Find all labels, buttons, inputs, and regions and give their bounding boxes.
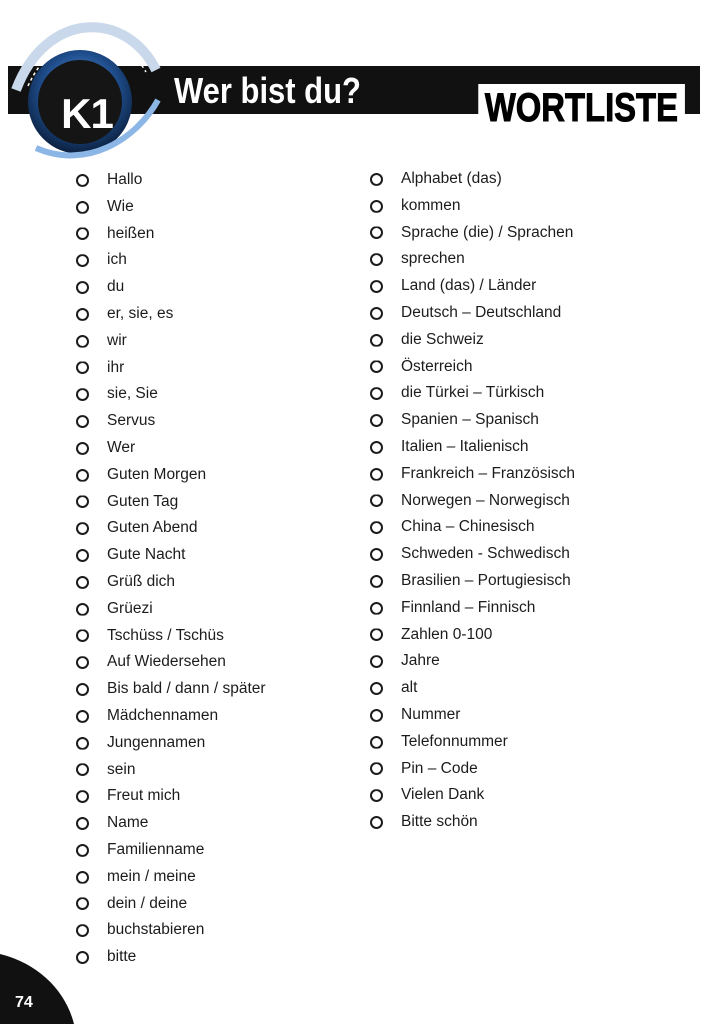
word-text: Bis bald / dann / später xyxy=(107,680,266,698)
word-text: sprechen xyxy=(401,250,465,268)
word-text: ich xyxy=(107,251,127,269)
checkbox-circle-icon xyxy=(76,603,89,616)
word-item xyxy=(370,809,575,836)
word-text: Land (das) / Länder xyxy=(401,277,537,295)
word-text: alt xyxy=(401,679,418,697)
word-text: sie, Sie xyxy=(107,385,158,403)
word-item xyxy=(370,488,575,515)
checkbox-circle-icon xyxy=(76,495,89,508)
checkbox-circle-icon xyxy=(76,415,89,428)
checkbox-circle-icon xyxy=(76,629,89,642)
word-item xyxy=(76,221,266,248)
checkbox-circle-icon xyxy=(370,280,383,293)
page-title: Wer bist du? xyxy=(174,70,361,111)
word-item xyxy=(370,514,575,541)
word-text: du xyxy=(107,278,125,296)
word-text: Jahre xyxy=(401,652,440,670)
word-item xyxy=(370,568,575,595)
word-item xyxy=(76,435,266,462)
word-item xyxy=(76,462,266,489)
checkbox-circle-icon xyxy=(370,682,383,695)
checkbox-circle-icon xyxy=(76,763,89,776)
checkbox-circle-icon xyxy=(76,683,89,696)
checkbox-circle-icon xyxy=(76,522,89,535)
word-item xyxy=(370,193,575,220)
checkbox-circle-icon xyxy=(370,334,383,347)
word-text: buchstabieren xyxy=(107,921,205,939)
checkbox-circle-icon xyxy=(370,468,383,481)
checkbox-circle-icon xyxy=(370,602,383,615)
checkbox-circle-icon xyxy=(76,817,89,830)
checkbox-circle-icon xyxy=(370,789,383,802)
checkbox-circle-icon xyxy=(370,253,383,266)
word-item xyxy=(76,676,266,703)
word-text: Wer xyxy=(107,438,136,456)
word-text: die Schweiz xyxy=(401,330,484,348)
checkbox-circle-icon xyxy=(76,335,89,348)
word-text: Schweden - Schwedisch xyxy=(401,545,570,563)
checkbox-circle-icon xyxy=(76,790,89,803)
word-text: Brasilien – Portugiesisch xyxy=(401,571,571,589)
word-item xyxy=(76,381,266,408)
checkbox-circle-icon xyxy=(76,442,89,455)
word-item xyxy=(76,569,266,596)
word-text: Grüß dich xyxy=(107,572,176,590)
word-text: Guten Morgen xyxy=(107,465,207,483)
word-item xyxy=(370,434,575,461)
checkbox-circle-icon xyxy=(76,254,89,267)
word-item xyxy=(76,301,266,328)
word-item xyxy=(370,648,575,675)
checkbox-circle-icon xyxy=(76,469,89,482)
word-item xyxy=(76,408,266,435)
checkbox-circle-icon xyxy=(370,441,383,454)
chapter-badge-label: K1 xyxy=(61,90,113,137)
word-text: sein xyxy=(107,760,136,778)
word-item xyxy=(76,730,266,757)
word-text: Familienname xyxy=(107,840,205,858)
word-item xyxy=(76,167,266,194)
word-item xyxy=(370,675,575,702)
word-text: dein / deine xyxy=(107,894,188,912)
checkbox-circle-icon xyxy=(370,521,383,534)
word-text: China – Chinesisch xyxy=(401,518,535,536)
checkbox-circle-icon xyxy=(76,737,89,750)
checkbox-circle-icon xyxy=(76,951,89,964)
word-item xyxy=(370,461,575,488)
checkbox-circle-icon xyxy=(76,227,89,240)
word-text: Grüezi xyxy=(107,599,153,617)
word-text: Italien – Italienisch xyxy=(401,437,529,455)
checkbox-circle-icon xyxy=(76,844,89,857)
word-item xyxy=(370,729,575,756)
checkbox-circle-icon xyxy=(370,173,383,186)
checkbox-circle-icon xyxy=(370,655,383,668)
word-text: ihr xyxy=(107,358,125,376)
word-item xyxy=(370,166,575,193)
word-item xyxy=(370,246,575,273)
word-text: Spanien – Spanisch xyxy=(401,411,539,429)
checkbox-circle-icon xyxy=(370,360,383,373)
word-item xyxy=(370,220,575,247)
checkbox-circle-icon xyxy=(370,548,383,561)
word-text: Name xyxy=(107,814,149,832)
section-label: WORTLISTE xyxy=(479,84,685,132)
checkbox-circle-icon xyxy=(370,387,383,400)
word-item xyxy=(370,354,575,381)
word-text: Tschüss / Tschüs xyxy=(107,626,224,644)
word-item xyxy=(76,489,266,516)
word-text: Vielen Dank xyxy=(401,786,485,804)
checkbox-circle-icon xyxy=(370,575,383,588)
checkbox-circle-icon xyxy=(370,307,383,320)
word-item xyxy=(76,194,266,221)
word-text: kommen xyxy=(401,196,461,214)
word-text: Nummer xyxy=(401,705,461,723)
word-item xyxy=(76,623,266,650)
checkbox-circle-icon xyxy=(76,174,89,187)
checkbox-circle-icon xyxy=(370,226,383,239)
word-text: Zahlen 0-100 xyxy=(401,625,493,643)
word-item xyxy=(370,702,575,729)
word-item xyxy=(370,407,575,434)
word-item xyxy=(76,515,266,542)
word-text: Gute Nacht xyxy=(107,546,186,564)
word-item xyxy=(76,917,266,944)
word-item xyxy=(76,837,266,864)
checkbox-circle-icon xyxy=(76,710,89,723)
word-text: Frankreich – Französisch xyxy=(401,464,576,482)
page-corner xyxy=(0,954,74,1024)
word-text: Hallo xyxy=(107,171,143,188)
checkbox-circle-icon xyxy=(76,549,89,562)
checkbox-circle-icon xyxy=(370,200,383,213)
chapter-badge xyxy=(6,20,176,170)
word-text: Sprache (die) / Sprachen xyxy=(401,223,574,241)
word-item xyxy=(76,355,266,382)
checkbox-circle-icon xyxy=(76,924,89,937)
word-item xyxy=(370,622,575,649)
checkbox-circle-icon xyxy=(370,628,383,641)
word-item xyxy=(370,380,575,407)
checkbox-circle-icon xyxy=(76,308,89,321)
word-item xyxy=(76,757,266,784)
checkbox-circle-icon xyxy=(370,816,383,829)
checkbox-circle-icon xyxy=(370,414,383,427)
checkbox-circle-icon xyxy=(370,736,383,749)
word-item xyxy=(370,756,575,783)
word-text: Alphabet (das) xyxy=(401,170,502,187)
checkbox-circle-icon xyxy=(76,576,89,589)
checkbox-circle-icon xyxy=(370,494,383,507)
word-text: Telefonnummer xyxy=(401,732,508,750)
word-text: Wie xyxy=(107,197,134,215)
word-text: wir xyxy=(107,331,127,349)
word-text: Bitte schön xyxy=(401,813,478,831)
checkbox-circle-icon xyxy=(76,281,89,294)
checkbox-circle-icon xyxy=(370,709,383,722)
word-item xyxy=(370,273,575,300)
word-text: Auf Wiedersehen xyxy=(107,653,226,671)
word-text: bitte xyxy=(107,948,137,966)
word-item xyxy=(76,649,266,676)
checkbox-circle-icon xyxy=(76,388,89,401)
word-item xyxy=(76,783,266,810)
word-list-left xyxy=(76,167,266,971)
word-item xyxy=(76,891,266,918)
word-item xyxy=(76,944,266,971)
word-text: Norwegen – Norwegisch xyxy=(401,491,570,509)
word-text: Finnland – Finnisch xyxy=(401,598,536,616)
word-item xyxy=(76,542,266,569)
word-text: Mädchennamen xyxy=(107,706,219,724)
word-item xyxy=(76,810,266,837)
word-item xyxy=(370,300,575,327)
checkbox-circle-icon xyxy=(76,361,89,374)
word-list-right xyxy=(370,166,575,836)
page-number: 74 xyxy=(15,994,33,1011)
word-text: Pin – Code xyxy=(401,759,478,777)
word-item xyxy=(76,247,266,274)
word-text: heißen xyxy=(107,224,155,242)
word-text: Österreich xyxy=(401,357,473,375)
checkbox-circle-icon xyxy=(76,897,89,910)
word-item xyxy=(370,782,575,809)
checkbox-circle-icon xyxy=(76,656,89,669)
word-item xyxy=(76,703,266,730)
checkbox-circle-icon xyxy=(370,762,383,775)
word-item xyxy=(370,541,575,568)
word-item xyxy=(76,596,266,623)
word-text: Deutsch – Deutschland xyxy=(401,303,562,321)
word-text: mein / meine xyxy=(107,867,196,885)
checkbox-circle-icon xyxy=(76,871,89,884)
word-text: er, sie, es xyxy=(107,304,174,322)
word-text: Freut mich xyxy=(107,787,181,805)
word-text: die Türkei – Türkisch xyxy=(401,384,545,402)
word-item xyxy=(370,327,575,354)
word-item xyxy=(76,328,266,355)
word-item xyxy=(76,274,266,301)
word-text: Servus xyxy=(107,412,156,430)
checkbox-circle-icon xyxy=(76,201,89,214)
word-text: Guten Tag xyxy=(107,492,179,510)
word-text: Guten Abend xyxy=(107,519,198,537)
word-text: Jungennamen xyxy=(107,733,206,751)
word-item xyxy=(370,595,575,622)
word-item xyxy=(76,864,266,891)
